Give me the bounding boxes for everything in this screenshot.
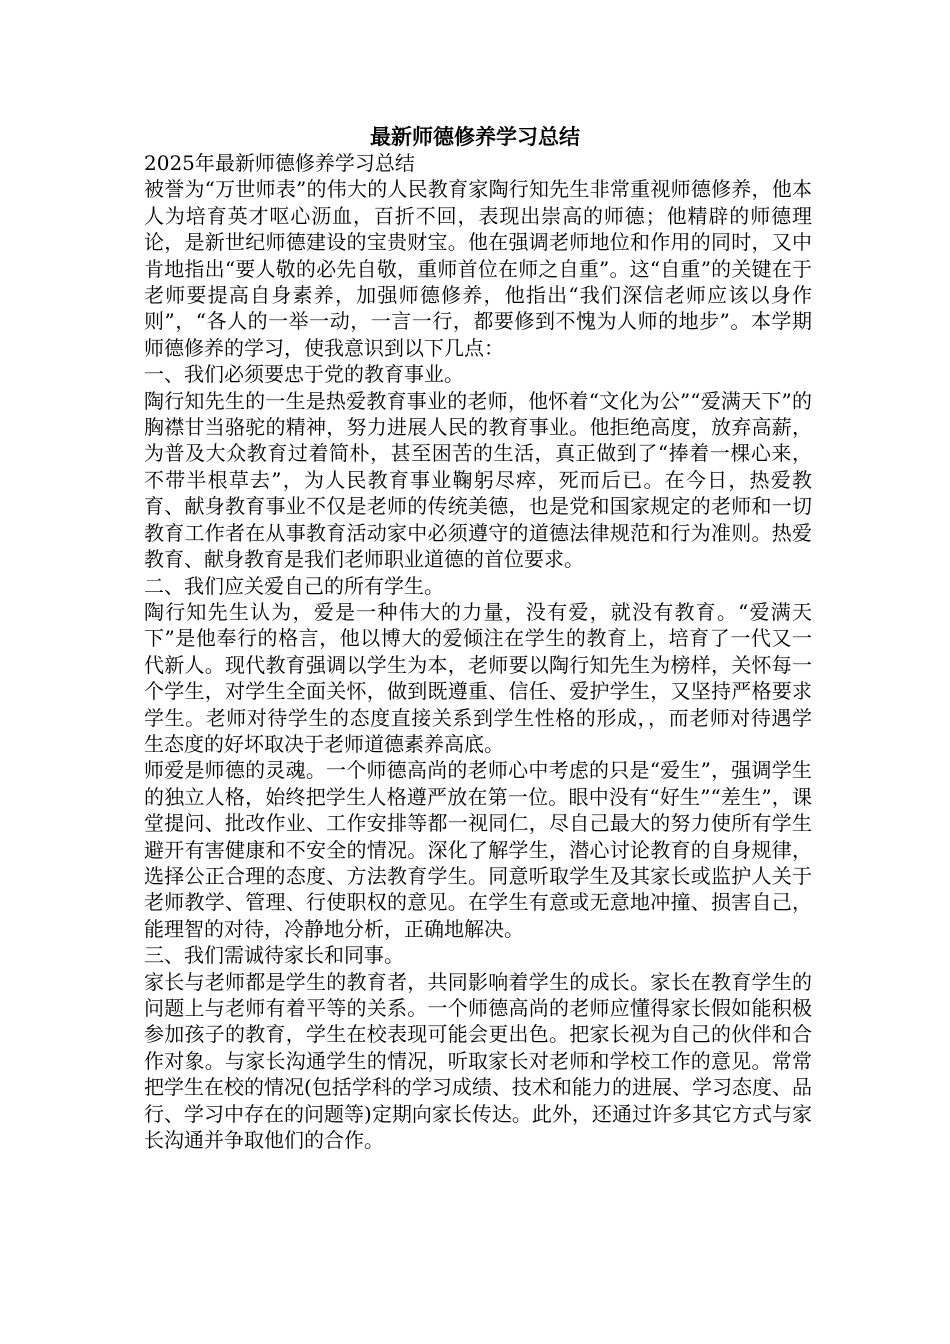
document-body	[144, 150, 812, 1153]
document-title: 最新师德修养学习总结	[370, 125, 580, 149]
section-2-paragraph-1: 陶行知先生认为，爱是一种伟大的力量，没有爱，就没有教育。“爱满天下”是他奉行的格言，他以博大的爱倾注在学生的教育上，培育了一代又一代新人。现代教育强调以学生为本，老师要以陶行知先生为榜样，关怀每一个学生，对学生全面关怀，做到既遵重、信任、爱护学生，又坚持严格要求学生。老师对待学生的态度直接关系到学生性格的形成，，而老师对待遇学生态度的好坏取决于老师道德素养高底。	[144, 599, 812, 756]
section-heading-3: 三、我们需诚待家长和同事。	[144, 943, 404, 968]
section-2-paragraph-2: 师爱是师德的灵魂。一个师德高尚的老师心中考虑的只是“爱生”，强调学生的独立人格，始终把学生人格遵严放在第一位。眼中没有“好生”“差生”，课堂提问、批改作业、工作安排等都一视同仁，尽自己最大的努力使所有学生避开有害健康和不安全的情况。深化了解学生，潜心讨论教育的自身规律，选择公正合理的态度、方法教育学生。同意听取学生及其家长或监护人关于老师教学、管理、行使职权的意见。在学生有意或无意地冲撞、损害自己，能理智的对待，冷静地分析，正确地解决。	[144, 758, 812, 941]
section-3-paragraph: 家长与老师都是学生的教育者，共同影响着学生的成长。家长在教育学生的问题上与老师有着平等的关系。一个师德高尚的老师应懂得家长假如能积极参加孩子的教育，学生在校表现可能会更出色。把家长视为自己的伙伴和合作对象。与家长沟通学生的情况，听取家长对老师和学校工作的意见。常常把学生在校的情况(包括学科的学习成绩、技术和能力的进展、学习态度、品行、学习中存在的问题等)定期向家长传达。此外，还通过许多其它方式与家长沟通并争取他们的合作。	[144, 969, 812, 1153]
section-heading-1: 一、我们必须要忠于党的教育事业。	[144, 362, 464, 387]
subtitle-line: 2025年最新师德修养学习总结	[144, 151, 415, 175]
section-heading-2: 二、我们应关爱自己的所有学生。	[144, 573, 444, 598]
intro-paragraph: 被誉为“万世师表”的伟大的人民教育家陶行知先生非常重视师德修养，他本人为培育英才呕心沥血，百折不回，表现出崇高的师德；他精辟的师德理论，是新世纪师德建设的宝贵财宝。他在强调老师地位和作用的同时，又中肯地指出“要人敬的必先自敬，重师首位在师之自重”。这“自重”的关键在于老师要提高自身素养，加强师德修养，他指出“我们深信老师应该以身作则”，“各人的一举一动，一言一行，都要修到不愧为人师的地步”。本学期师德修养的学习，使我意识到以下几点：	[144, 177, 812, 360]
section-1-paragraph: 陶行知先生的一生是热爱教育事业的老师，他怀着“文化为公”“爱满天下”的胸襟甘当骆驼的精神，努力进展人民的教育事业。他拒绝高度，放弃高薪，为普及大众教育过着简朴，甚至困苦的生活，真正做到了“捧着一棵心来，不带半根草去”，为人民教育事业鞠躬尽瘁，死而后已。在今日，热爱教育、献身教育事业不仅是老师的传统美德，也是党和国家规定的老师和一切教育工作者在从事教育活动家中必须遵守的道德法律规范和行为准则。热爱教育、献身教育是我们老师职业道德的首位要求。	[144, 388, 812, 572]
